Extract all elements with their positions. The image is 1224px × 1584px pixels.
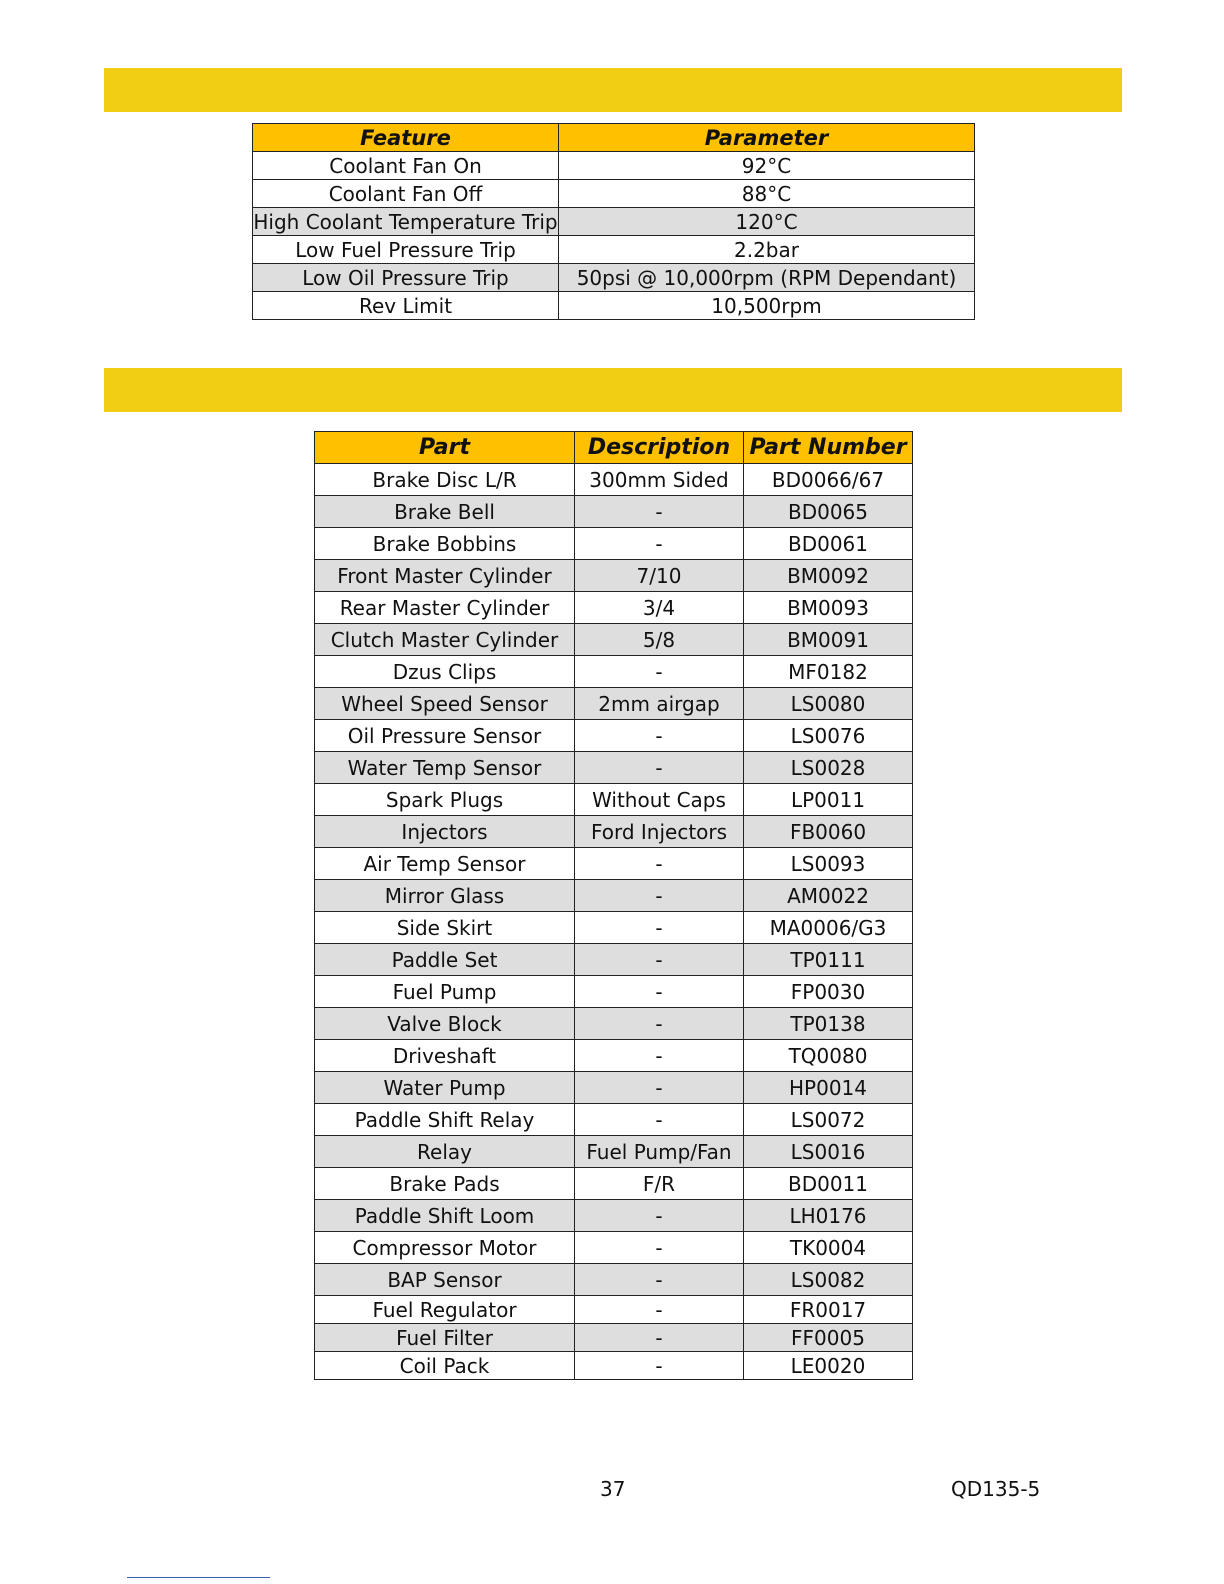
table-row bbox=[315, 784, 913, 816]
part-number-cell: FF0005 bbox=[744, 1324, 913, 1352]
part-cell: Wheel Speed Sensor bbox=[315, 688, 575, 720]
table-row bbox=[315, 528, 913, 560]
column-header: Description bbox=[575, 432, 744, 464]
table-row bbox=[315, 1008, 913, 1040]
part-cell: Paddle Shift Relay bbox=[315, 1104, 575, 1136]
part-number-cell: LS0080 bbox=[744, 688, 913, 720]
table-row bbox=[315, 1352, 913, 1380]
part-cell: Brake Pads bbox=[315, 1168, 575, 1200]
description-cell: 7/10 bbox=[575, 560, 744, 592]
part-cell: Valve Block bbox=[315, 1008, 575, 1040]
part-number-cell: TP0111 bbox=[744, 944, 913, 976]
part-number-cell: LP0011 bbox=[744, 784, 913, 816]
table-row bbox=[315, 1040, 913, 1072]
column-header: Part Number bbox=[744, 432, 913, 464]
table-row bbox=[315, 592, 913, 624]
description-cell: - bbox=[575, 1232, 744, 1264]
description-cell: - bbox=[575, 752, 744, 784]
table-row bbox=[315, 1168, 913, 1200]
description-cell: 300mm Sided bbox=[575, 464, 744, 496]
part-cell: Water Temp Sensor bbox=[315, 752, 575, 784]
part-cell: Brake Bobbins bbox=[315, 528, 575, 560]
feature-cell: High Coolant Temperature Trip bbox=[253, 209, 558, 234]
part-cell: Side Skirt bbox=[315, 912, 575, 944]
table-row bbox=[315, 1104, 913, 1136]
table-row bbox=[315, 752, 913, 784]
part-number-cell: BM0092 bbox=[744, 560, 913, 592]
table-row bbox=[315, 1296, 913, 1324]
description-cell: - bbox=[575, 1296, 744, 1324]
part-number-cell: LH0176 bbox=[744, 1200, 913, 1232]
table-header-row bbox=[315, 432, 913, 464]
description-cell: - bbox=[575, 1040, 744, 1072]
part-number-cell: MF0182 bbox=[744, 656, 913, 688]
description-cell: 5/8 bbox=[575, 624, 744, 656]
table-row bbox=[315, 944, 913, 976]
table-row bbox=[315, 848, 913, 880]
table-row bbox=[315, 624, 913, 656]
part-cell: Clutch Master Cylinder bbox=[315, 624, 575, 656]
part-cell: Rear Master Cylinder bbox=[315, 592, 575, 624]
section-header-band bbox=[104, 68, 1122, 112]
table-row bbox=[315, 1264, 913, 1296]
table-row bbox=[253, 152, 975, 180]
table-row bbox=[315, 720, 913, 752]
part-cell: Paddle Shift Loom bbox=[315, 1200, 575, 1232]
part-number-cell: LS0093 bbox=[744, 848, 913, 880]
part-cell: BAP Sensor bbox=[315, 1264, 575, 1296]
part-cell: Front Master Cylinder bbox=[315, 560, 575, 592]
table-row bbox=[253, 236, 975, 264]
description-cell: - bbox=[575, 912, 744, 944]
part-number-cell: BD0066/67 bbox=[744, 464, 913, 496]
table-row bbox=[315, 560, 913, 592]
part-cell: Fuel Filter bbox=[315, 1324, 575, 1352]
parameter-cell: 88°C bbox=[559, 180, 975, 208]
part-number-cell: FP0030 bbox=[744, 976, 913, 1008]
table-row bbox=[315, 1232, 913, 1264]
table-row bbox=[253, 208, 975, 236]
part-cell: Coil Pack bbox=[315, 1352, 575, 1380]
column-header: Feature bbox=[253, 124, 559, 152]
part-number-cell: TQ0080 bbox=[744, 1040, 913, 1072]
part-number-cell: BD0011 bbox=[744, 1168, 913, 1200]
table-row bbox=[253, 264, 975, 292]
parameter-cell: 92°C bbox=[559, 152, 975, 180]
parts-table-body bbox=[315, 464, 913, 1380]
table-header-row bbox=[253, 124, 975, 152]
table-row bbox=[315, 912, 913, 944]
part-cell: Driveshaft bbox=[315, 1040, 575, 1072]
description-cell: 3/4 bbox=[575, 592, 744, 624]
part-cell: Relay bbox=[315, 1136, 575, 1168]
part-number-cell: FB0060 bbox=[744, 816, 913, 848]
table-row bbox=[315, 496, 913, 528]
part-number-cell: TP0138 bbox=[744, 1008, 913, 1040]
part-number-cell: AM0022 bbox=[744, 880, 913, 912]
part-number-cell: TK0004 bbox=[744, 1232, 913, 1264]
column-header: Parameter bbox=[559, 124, 975, 152]
description-cell: - bbox=[575, 1008, 744, 1040]
description-cell: Without Caps bbox=[575, 784, 744, 816]
feature-cell: Low Oil Pressure Trip bbox=[253, 264, 559, 292]
part-cell: Dzus Clips bbox=[315, 656, 575, 688]
table-row bbox=[253, 292, 975, 320]
part-cell: Compressor Motor bbox=[315, 1232, 575, 1264]
feature-cell: Low Fuel Pressure Trip bbox=[253, 236, 559, 264]
description-cell: - bbox=[575, 496, 744, 528]
description-cell: - bbox=[575, 656, 744, 688]
table-row bbox=[315, 880, 913, 912]
parameter-cell: 2.2bar bbox=[559, 236, 975, 264]
description-cell: - bbox=[575, 1200, 744, 1232]
part-number-cell: BD0065 bbox=[744, 496, 913, 528]
description-cell: - bbox=[575, 848, 744, 880]
page-number: 37 bbox=[600, 1477, 626, 1501]
part-cell: Brake Disc L/R bbox=[315, 464, 575, 496]
table-row bbox=[315, 1136, 913, 1168]
table-row bbox=[253, 180, 975, 208]
description-cell: - bbox=[575, 1324, 744, 1352]
parts-table bbox=[314, 431, 913, 1380]
part-number-cell: HP0014 bbox=[744, 1072, 913, 1104]
section-header-band bbox=[104, 368, 1122, 412]
description-cell: - bbox=[575, 1072, 744, 1104]
part-cell: Fuel Pump bbox=[315, 976, 575, 1008]
description-cell: - bbox=[575, 880, 744, 912]
description-cell: - bbox=[575, 1104, 744, 1136]
part-number-cell: LS0076 bbox=[744, 720, 913, 752]
spec-table bbox=[252, 123, 975, 320]
table-row bbox=[315, 688, 913, 720]
feature-cell: Rev Limit bbox=[253, 292, 559, 320]
footnote-divider bbox=[127, 1577, 270, 1578]
description-cell: - bbox=[575, 720, 744, 752]
table-row bbox=[315, 1324, 913, 1352]
description-cell: F/R bbox=[575, 1168, 744, 1200]
part-number-cell: LE0020 bbox=[744, 1352, 913, 1380]
part-cell: Mirror Glass bbox=[315, 880, 575, 912]
part-number-cell: LS0016 bbox=[744, 1136, 913, 1168]
part-number-cell: LS0082 bbox=[744, 1264, 913, 1296]
feature-cell: Coolant Fan Off bbox=[253, 180, 559, 208]
table-row bbox=[315, 464, 913, 496]
table-row bbox=[315, 976, 913, 1008]
part-cell: Fuel Regulator bbox=[315, 1296, 575, 1324]
part-cell: Injectors bbox=[315, 816, 575, 848]
description-cell: - bbox=[575, 976, 744, 1008]
part-number-cell: BM0093 bbox=[744, 592, 913, 624]
parameter-cell: 120°C bbox=[559, 208, 975, 236]
part-number-cell: FR0017 bbox=[744, 1296, 913, 1324]
part-cell: Oil Pressure Sensor bbox=[315, 720, 575, 752]
part-number-cell: BD0061 bbox=[744, 528, 913, 560]
part-cell: Brake Bell bbox=[315, 496, 575, 528]
part-number-cell: MA0006/G3 bbox=[744, 912, 913, 944]
part-number-cell: LS0028 bbox=[744, 752, 913, 784]
part-number-cell: BM0091 bbox=[744, 624, 913, 656]
description-cell: Fuel Pump/Fan bbox=[575, 1136, 744, 1168]
description-cell: - bbox=[575, 528, 744, 560]
column-header: Part bbox=[315, 432, 575, 464]
description-cell: - bbox=[575, 944, 744, 976]
document-code: QD135-5 bbox=[951, 1477, 1041, 1501]
part-cell: Spark Plugs bbox=[315, 784, 575, 816]
table-row bbox=[315, 816, 913, 848]
part-cell: Paddle Set bbox=[315, 944, 575, 976]
feature-cell: Coolant Fan On bbox=[253, 152, 559, 180]
part-cell: Water Pump bbox=[315, 1072, 575, 1104]
part-cell: Air Temp Sensor bbox=[315, 848, 575, 880]
table-row bbox=[315, 1072, 913, 1104]
description-cell: Ford Injectors bbox=[575, 816, 744, 848]
description-cell: - bbox=[575, 1264, 744, 1296]
part-number-cell: LS0072 bbox=[744, 1104, 913, 1136]
parameter-cell: 10,500rpm bbox=[559, 292, 975, 320]
description-cell: 2mm airgap bbox=[575, 688, 744, 720]
description-cell: - bbox=[575, 1352, 744, 1380]
table-row bbox=[315, 656, 913, 688]
parameter-cell: 50psi @ 10,000rpm (RPM Dependant) bbox=[559, 264, 975, 292]
table-row bbox=[315, 1200, 913, 1232]
